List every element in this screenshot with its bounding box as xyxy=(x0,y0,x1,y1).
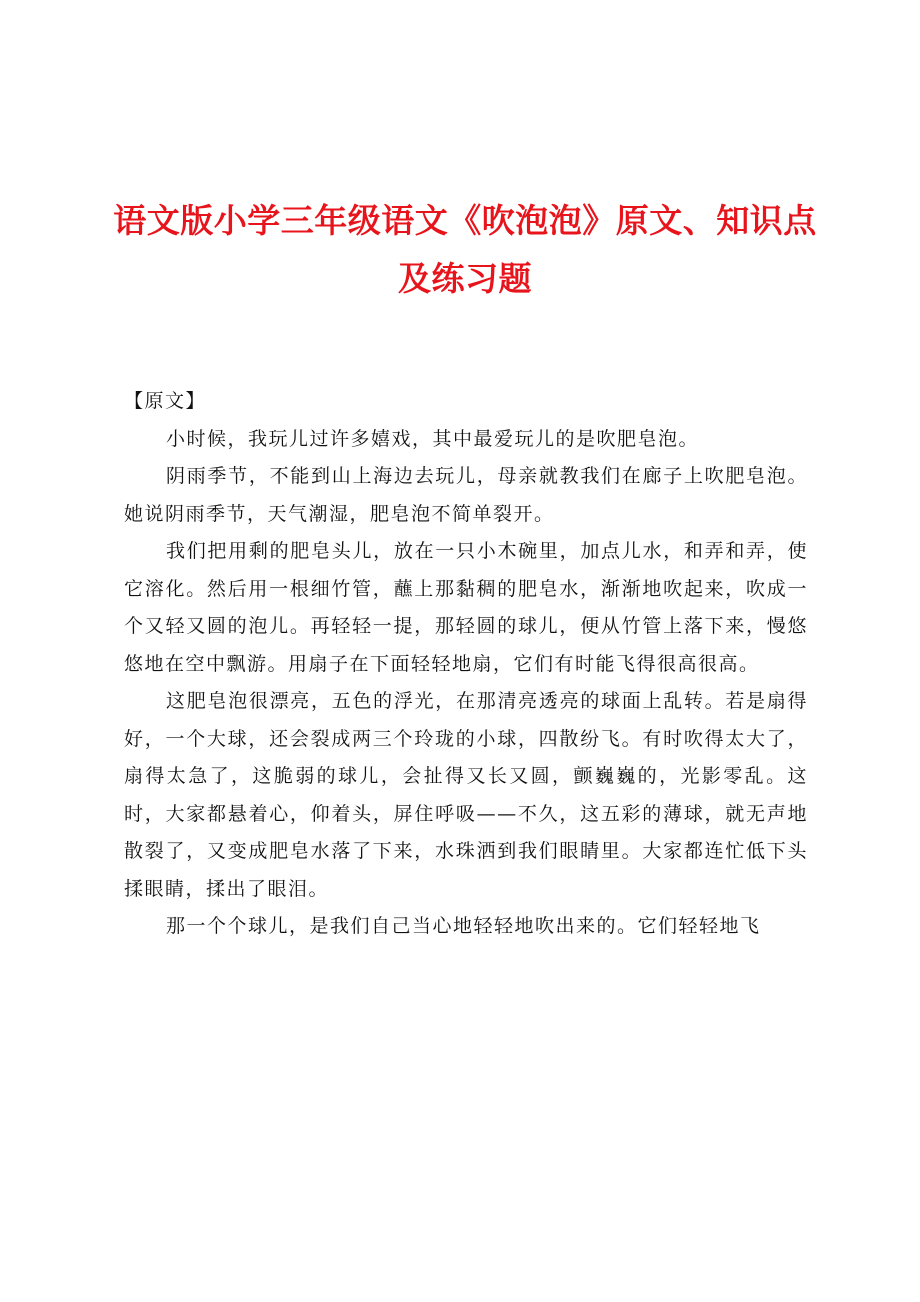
paragraph-4: 这肥皂泡很漂亮，五色的浮光，在那清亮透亮的球面上乱转。若是扇得好，一个大球，还会裂成两三个玲珑的小球，四散纷飞。有时吹得太大了，扇得太急了，这脆弱的球儿，会扯得又长又圆，颤巍巍的，光影零乱。这时，大家都悬着心，仰着头，屏住呼吸——不久，这五彩的薄球，就无声地散裂了，又变成肥皂水落了下来，水珠洒到我们眼睛里。大家都连忙低下头揉眼睛，揉出了眼泪。 xyxy=(124,690,808,900)
paragraph-1: 小时候，我玩儿过许多嬉戏，其中最爱玩儿的是吹肥皂泡。 xyxy=(166,427,700,450)
document-title: 语文版小学三年级语文《吹泡泡》原文、知识点及练习题 xyxy=(113,201,817,298)
section-label: 【原文】 xyxy=(124,390,207,412)
paragraph-3: 我们把用剩的肥皂头儿，放在一只小木碗里，加点儿水，和弄和弄，使它溶化。然后用一根细竹管，蘸上那黏稠的肥皂水，渐渐地吹起来，吹成一个又轻又圆的泡儿。再轻轻一提，那轻圆的球儿，便从竹管上落下来，慢悠悠地在空中飘游。用扇子在下面轻轻地扇，它们有时能飞得很高很高。 xyxy=(124,540,808,675)
paragraph-2: 阴雨季节，不能到山上海边去玩儿，母亲就教我们在廊子上吹肥皂泡。她说阴雨季节，天气潮湿，肥皂泡不简单裂开。 xyxy=(124,465,808,525)
document-body xyxy=(124,383,808,946)
paragraph-5: 那一个个球儿，是我们自己当心地轻轻地吹出来的。它们轻轻地飞 xyxy=(166,915,761,937)
